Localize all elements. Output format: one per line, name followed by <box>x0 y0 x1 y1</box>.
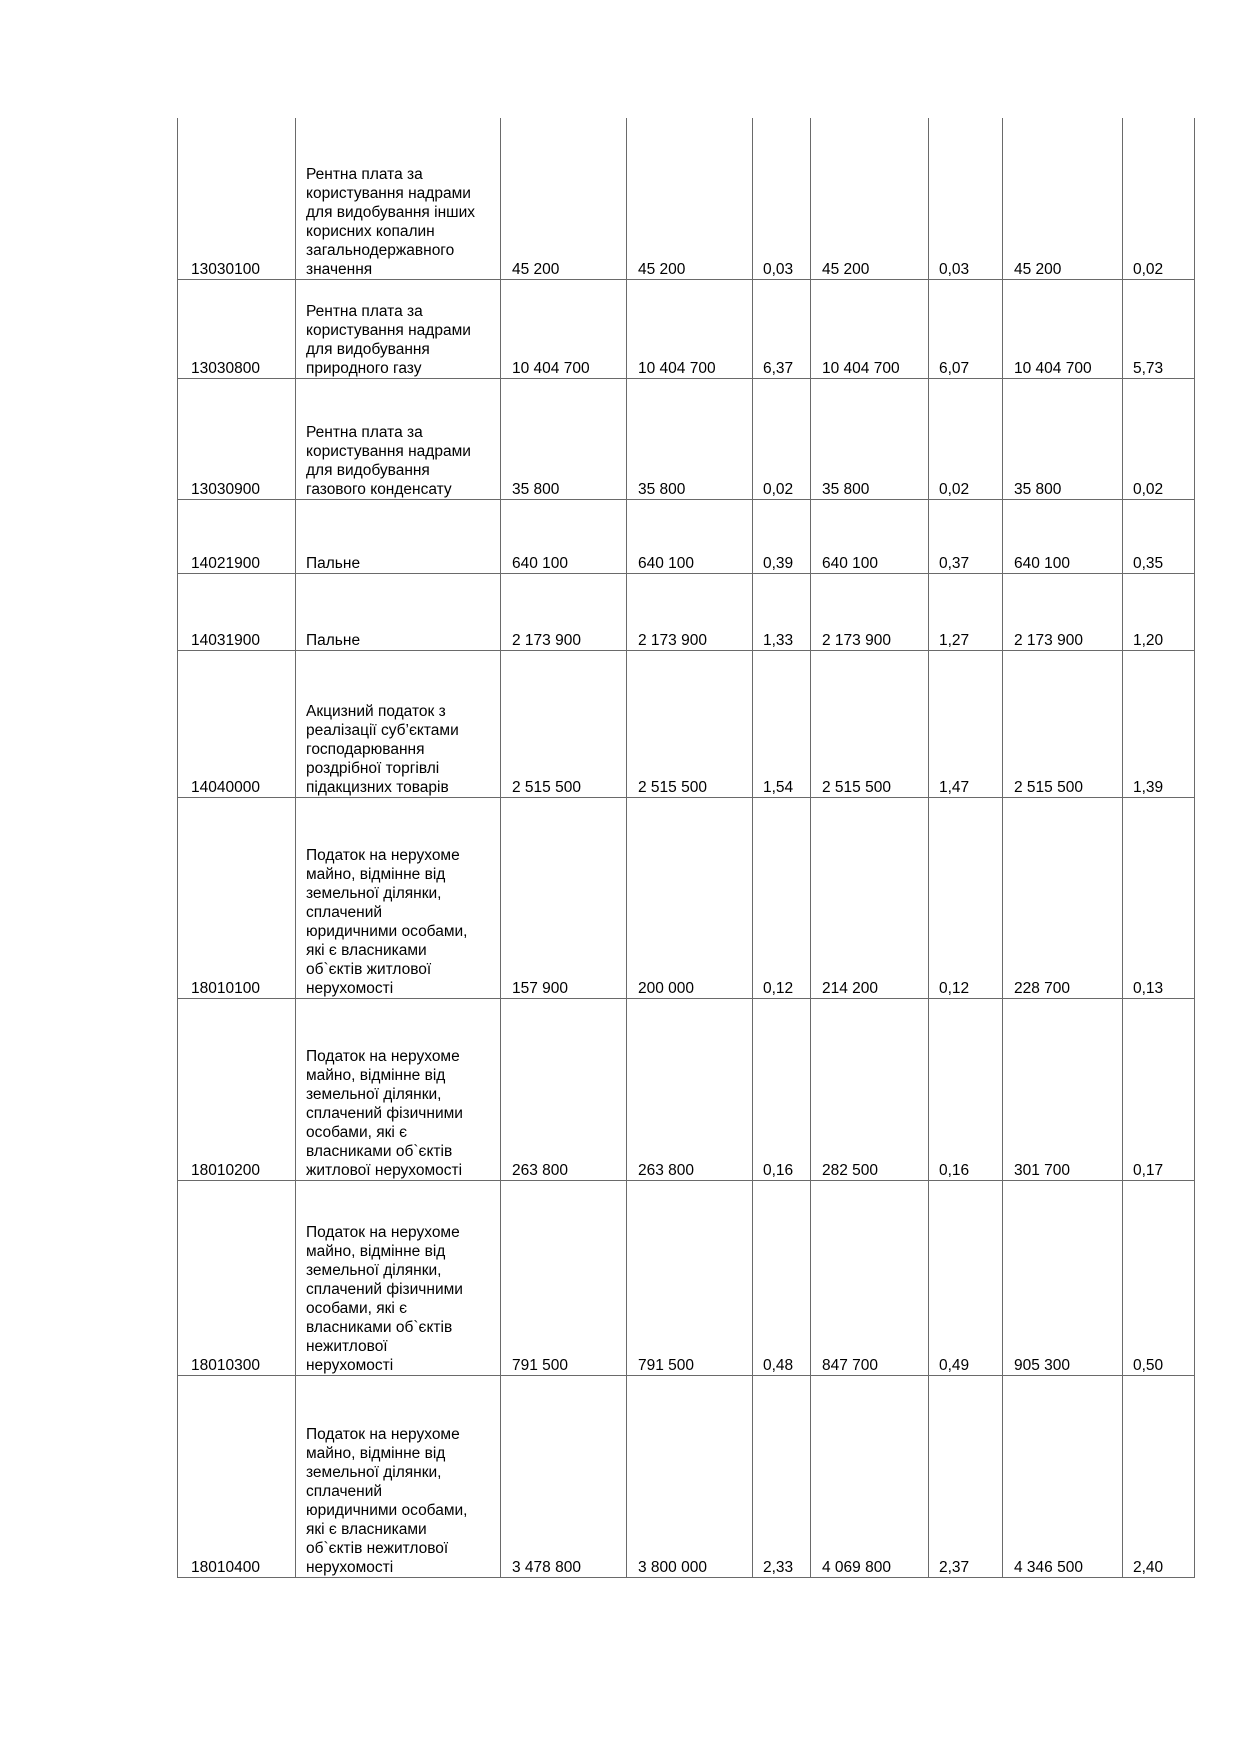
row-amount-4: 301 700 <box>1003 998 1123 1180</box>
row-code: 14021900 <box>178 499 296 573</box>
row-code: 13030100 <box>178 118 296 279</box>
table-row <box>178 573 1195 650</box>
budget-revenue-table <box>177 118 1195 1578</box>
row-percent-1: 0,12 <box>753 797 811 998</box>
row-description: Акцизний податок з реалізації суб’єктами господарювання роздрібної торгівлі підакцизних товарів <box>296 650 501 797</box>
row-amount-4: 640 100 <box>1003 499 1123 573</box>
row-percent-3: 0,50 <box>1123 1180 1195 1375</box>
row-amount-1: 2 515 500 <box>501 650 627 797</box>
row-percent-2: 0,12 <box>929 797 1003 998</box>
row-percent-1: 0,03 <box>753 118 811 279</box>
row-percent-2: 0,16 <box>929 998 1003 1180</box>
row-percent-2: 1,47 <box>929 650 1003 797</box>
row-percent-3: 0,02 <box>1123 118 1195 279</box>
row-amount-2: 263 800 <box>627 998 753 1180</box>
row-percent-2: 1,27 <box>929 573 1003 650</box>
row-description: Податок на нерухоме майно, відмінне від земельної ділянки, сплачений фізичними особами, які є власниками об`єктів житлової нерухомості <box>296 998 501 1180</box>
row-amount-4: 45 200 <box>1003 118 1123 279</box>
row-percent-2: 2,37 <box>929 1375 1003 1577</box>
row-amount-3: 847 700 <box>811 1180 929 1375</box>
row-percent-3: 0,35 <box>1123 499 1195 573</box>
row-percent-1: 0,02 <box>753 378 811 499</box>
row-description: Податок на нерухоме майно, відмінне від земельної ділянки, сплачений фізичними особами, які є власниками об`єктів нежитлової нерухомості <box>296 1180 501 1375</box>
row-description: Рентна плата за користування надрами для видобування природного газу <box>296 279 501 378</box>
row-amount-1: 157 900 <box>501 797 627 998</box>
row-amount-3: 640 100 <box>811 499 929 573</box>
row-amount-4: 2 173 900 <box>1003 573 1123 650</box>
table-row <box>178 1375 1195 1577</box>
row-percent-1: 0,48 <box>753 1180 811 1375</box>
table-row <box>178 797 1195 998</box>
table-row <box>178 1180 1195 1375</box>
row-amount-2: 200 000 <box>627 797 753 998</box>
row-amount-2: 10 404 700 <box>627 279 753 378</box>
row-percent-2: 6,07 <box>929 279 1003 378</box>
row-percent-3: 0,17 <box>1123 998 1195 1180</box>
row-amount-3: 45 200 <box>811 118 929 279</box>
row-amount-1: 3 478 800 <box>501 1375 627 1577</box>
row-percent-1: 0,16 <box>753 998 811 1180</box>
row-description: Пальне <box>296 499 501 573</box>
table-row <box>178 650 1195 797</box>
row-amount-1: 791 500 <box>501 1180 627 1375</box>
row-amount-1: 2 173 900 <box>501 573 627 650</box>
row-percent-1: 6,37 <box>753 279 811 378</box>
row-percent-2: 0,37 <box>929 499 1003 573</box>
row-code: 18010300 <box>178 1180 296 1375</box>
row-description: Пальне <box>296 573 501 650</box>
row-code: 18010100 <box>178 797 296 998</box>
row-percent-3: 1,39 <box>1123 650 1195 797</box>
table-row <box>178 378 1195 499</box>
row-code: 13030900 <box>178 378 296 499</box>
row-amount-1: 35 800 <box>501 378 627 499</box>
row-amount-2: 791 500 <box>627 1180 753 1375</box>
table-row <box>178 499 1195 573</box>
row-percent-1: 1,33 <box>753 573 811 650</box>
row-percent-1: 2,33 <box>753 1375 811 1577</box>
row-percent-2: 0,03 <box>929 118 1003 279</box>
row-amount-3: 2 173 900 <box>811 573 929 650</box>
row-code: 18010400 <box>178 1375 296 1577</box>
table-row <box>178 998 1195 1180</box>
row-amount-4: 2 515 500 <box>1003 650 1123 797</box>
row-amount-2: 2 173 900 <box>627 573 753 650</box>
table-row <box>178 279 1195 378</box>
row-percent-3: 2,40 <box>1123 1375 1195 1577</box>
row-amount-2: 2 515 500 <box>627 650 753 797</box>
row-percent-3: 0,13 <box>1123 797 1195 998</box>
row-percent-2: 0,49 <box>929 1180 1003 1375</box>
row-amount-3: 282 500 <box>811 998 929 1180</box>
table-row <box>178 118 1195 279</box>
row-amount-2: 3 800 000 <box>627 1375 753 1577</box>
row-amount-1: 10 404 700 <box>501 279 627 378</box>
row-percent-3: 5,73 <box>1123 279 1195 378</box>
row-percent-2: 0,02 <box>929 378 1003 499</box>
row-amount-2: 45 200 <box>627 118 753 279</box>
row-percent-3: 1,20 <box>1123 573 1195 650</box>
row-percent-1: 1,54 <box>753 650 811 797</box>
row-amount-3: 4 069 800 <box>811 1375 929 1577</box>
row-amount-4: 35 800 <box>1003 378 1123 499</box>
row-amount-3: 214 200 <box>811 797 929 998</box>
row-amount-3: 2 515 500 <box>811 650 929 797</box>
row-amount-1: 263 800 <box>501 998 627 1180</box>
row-code: 13030800 <box>178 279 296 378</box>
row-percent-1: 0,39 <box>753 499 811 573</box>
row-description: Рентна плата за користування надрами для видобування газового конденсату <box>296 378 501 499</box>
row-amount-4: 905 300 <box>1003 1180 1123 1375</box>
row-amount-4: 228 700 <box>1003 797 1123 998</box>
row-amount-4: 10 404 700 <box>1003 279 1123 378</box>
row-code: 14031900 <box>178 573 296 650</box>
row-amount-1: 45 200 <box>501 118 627 279</box>
row-description: Податок на нерухоме майно, відмінне від земельної ділянки, сплачений юридичними особами, які є власниками об`єктів нежитлової нерухомості <box>296 1375 501 1577</box>
row-amount-1: 640 100 <box>501 499 627 573</box>
row-code: 14040000 <box>178 650 296 797</box>
row-amount-2: 640 100 <box>627 499 753 573</box>
row-amount-2: 35 800 <box>627 378 753 499</box>
row-amount-4: 4 346 500 <box>1003 1375 1123 1577</box>
row-description: Податок на нерухоме майно, відмінне від земельної ділянки, сплачений юридичними особами, які є власниками об`єктів житлової нерухомості <box>296 797 501 998</box>
table-body <box>178 118 1195 1577</box>
row-percent-3: 0,02 <box>1123 378 1195 499</box>
row-code: 18010200 <box>178 998 296 1180</box>
row-amount-3: 35 800 <box>811 378 929 499</box>
row-description: Рентна плата за користування надрами для видобування інших корисних копалин загальнодержавного значення <box>296 118 501 279</box>
row-amount-3: 10 404 700 <box>811 279 929 378</box>
